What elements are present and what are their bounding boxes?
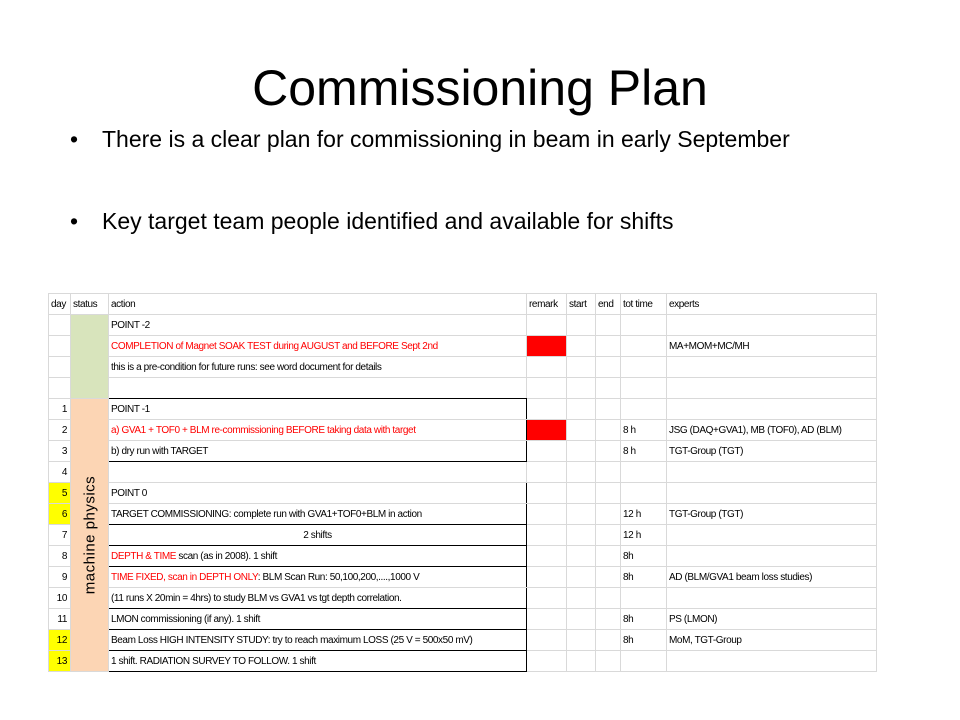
end-cell: [596, 483, 621, 504]
start-cell: [567, 651, 596, 672]
tot-time-cell: [621, 336, 667, 357]
status-cell-green: [71, 315, 109, 399]
status-cell-machine-physics: [71, 399, 109, 672]
experts-cell: [667, 357, 877, 378]
status-label: machine physics: [81, 475, 98, 595]
remark-cell: [527, 357, 567, 378]
experts-cell: [667, 378, 877, 399]
action-rest-part: scan (as in 2008). 1 shift: [176, 550, 277, 562]
bullet-1-text: There is a clear plan for commissioning in beam in early September: [102, 126, 790, 152]
table-row: [49, 630, 877, 651]
bullet-dot: •: [70, 126, 79, 152]
table-row: [49, 504, 877, 525]
end-cell: [596, 399, 621, 420]
end-cell: [596, 357, 621, 378]
header-remark: remark: [527, 294, 567, 315]
experts-cell: [667, 483, 877, 504]
action-rest-part: : BLM Scan Run: 50,100,200,....,1000 V: [257, 571, 420, 583]
experts-cell: MoM, TGT-Group: [667, 630, 877, 651]
day-cell: 2: [49, 420, 71, 441]
experts-cell: TGT-Group (TGT): [667, 441, 877, 462]
day-cell: 1: [49, 399, 71, 420]
header-start: start: [567, 294, 596, 315]
header-day: day: [49, 294, 71, 315]
start-cell: [567, 630, 596, 651]
action-cell: [109, 378, 527, 399]
header-end: end: [596, 294, 621, 315]
experts-cell: AD (BLM/GVA1 beam loss studies): [667, 567, 877, 588]
action-cell: 2 shifts: [109, 525, 527, 546]
table-row: [49, 336, 877, 357]
action-cell: b) dry run with TARGET: [109, 441, 527, 462]
day-cell: 9: [49, 567, 71, 588]
remark-cell: [527, 630, 567, 651]
remark-cell: [527, 441, 567, 462]
day-cell: 13: [49, 651, 71, 672]
end-cell: [596, 462, 621, 483]
tot-time-cell: [621, 651, 667, 672]
table-row: [49, 441, 877, 462]
remark-cell: [527, 588, 567, 609]
table-row: [49, 420, 877, 441]
experts-cell: [667, 546, 877, 567]
start-cell: [567, 378, 596, 399]
action-cell: POINT -1: [109, 399, 527, 420]
end-cell: [596, 609, 621, 630]
remark-cell: [527, 609, 567, 630]
experts-cell: TGT-Group (TGT): [667, 504, 877, 525]
start-cell: [567, 525, 596, 546]
start-cell: [567, 315, 596, 336]
action-cell: Beam Loss HIGH INTENSITY STUDY: try to reach maximum LOSS (25 V = 500x50 mV): [109, 630, 527, 651]
table-row: [49, 525, 877, 546]
tot-time-cell: 8h: [621, 546, 667, 567]
experts-cell: [667, 462, 877, 483]
tot-time-cell: 12 h: [621, 525, 667, 546]
day-cell: 7: [49, 525, 71, 546]
day-cell: 11: [49, 609, 71, 630]
day-cell: 12: [49, 630, 71, 651]
experts-cell: [667, 525, 877, 546]
end-cell: [596, 420, 621, 441]
day-cell: [49, 378, 71, 399]
experts-cell: PS (LMON): [667, 609, 877, 630]
day-cell: [49, 336, 71, 357]
start-cell: [567, 483, 596, 504]
end-cell: [596, 651, 621, 672]
table-row: [49, 546, 877, 567]
action-red-part: DEPTH & TIME: [111, 550, 177, 562]
action-cell: [109, 567, 527, 588]
end-cell: [596, 588, 621, 609]
day-cell: 3: [49, 441, 71, 462]
start-cell: [567, 546, 596, 567]
end-cell: [596, 315, 621, 336]
experts-cell: JSG (DAQ+GVA1), MB (TOF0), AD (BLM): [667, 420, 877, 441]
tot-time-cell: 8 h: [621, 441, 667, 462]
end-cell: [596, 504, 621, 525]
table-row: [49, 315, 877, 336]
start-cell: [567, 357, 596, 378]
day-cell: 8: [49, 546, 71, 567]
remark-cell: [527, 315, 567, 336]
remark-cell: [527, 525, 567, 546]
header-experts: experts: [667, 294, 877, 315]
experts-cell: [667, 588, 877, 609]
tot-time-cell: 8 h: [621, 420, 667, 441]
action-cell: [109, 546, 527, 567]
remark-cell: [527, 651, 567, 672]
action-cell: 1 shift. RADIATION SURVEY TO FOLLOW. 1 shift: [109, 651, 527, 672]
tot-time-cell: [621, 588, 667, 609]
table-row: [49, 567, 877, 588]
tot-time-cell: 8h: [621, 630, 667, 651]
day-cell: 6: [49, 504, 71, 525]
start-cell: [567, 609, 596, 630]
remark-cell: [527, 504, 567, 525]
remark-cell: [527, 378, 567, 399]
experts-cell: MA+MOM+MC/MH: [667, 336, 877, 357]
action-cell: [109, 462, 527, 483]
remark-cell: [527, 483, 567, 504]
experts-cell: [667, 399, 877, 420]
table-row: [49, 399, 877, 420]
action-cell: COMPLETION of Magnet SOAK TEST during AUGUST and BEFORE Sept 2nd: [109, 336, 527, 357]
end-cell: [596, 378, 621, 399]
action-cell: TARGET COMMISSIONING: complete run with GVA1+TOF0+BLM in action: [109, 504, 527, 525]
action-cell: POINT -2: [109, 315, 527, 336]
bullet-2-text: Key target team people identified and available for shifts: [102, 208, 674, 234]
tot-time-cell: 8h: [621, 567, 667, 588]
day-cell: 4: [49, 462, 71, 483]
table-header-row: [49, 294, 877, 315]
remark-cell: [527, 399, 567, 420]
header-action: action: [109, 294, 527, 315]
start-cell: [567, 420, 596, 441]
day-cell: 10: [49, 588, 71, 609]
end-cell: [596, 630, 621, 651]
remark-cell: [527, 567, 567, 588]
header-status: status: [71, 294, 109, 315]
remark-cell-red: [527, 336, 567, 357]
table-row: [49, 378, 877, 399]
table-row: [49, 462, 877, 483]
end-cell: [596, 336, 621, 357]
tot-time-cell: 8h: [621, 609, 667, 630]
action-cell: LMON commissioning (if any). 1 shift: [109, 609, 527, 630]
tot-time-cell: [621, 357, 667, 378]
end-cell: [596, 441, 621, 462]
day-cell: [49, 357, 71, 378]
start-cell: [567, 441, 596, 462]
tot-time-cell: 12 h: [621, 504, 667, 525]
end-cell: [596, 567, 621, 588]
commissioning-table: [48, 293, 877, 672]
action-cell: this is a pre-condition for future runs: see word document for details: [109, 357, 527, 378]
experts-cell: [667, 315, 877, 336]
remark-cell: [527, 546, 567, 567]
start-cell: [567, 399, 596, 420]
table-row: [49, 357, 877, 378]
day-cell: [49, 315, 71, 336]
end-cell: [596, 546, 621, 567]
tot-time-cell: [621, 315, 667, 336]
action-cell: a) GVA1 + TOF0 + BLM re-commissioning BEFORE taking data with target: [109, 420, 527, 441]
start-cell: [567, 462, 596, 483]
table-row: [49, 483, 877, 504]
bullet-dot: •: [70, 208, 79, 234]
action-red-part: TIME FIXED, scan in DEPTH ONLY: [111, 571, 258, 583]
start-cell: [567, 588, 596, 609]
slide-title: Commissioning Plan: [252, 60, 708, 116]
tot-time-cell: [621, 378, 667, 399]
end-cell: [596, 525, 621, 546]
remark-cell: [527, 462, 567, 483]
day-cell: 5: [49, 483, 71, 504]
start-cell: [567, 567, 596, 588]
experts-cell: [667, 651, 877, 672]
table-row: [49, 609, 877, 630]
action-cell: (11 runs X 20min = 4hrs) to study BLM vs GVA1 vs tgt depth correlation.: [109, 588, 527, 609]
header-tot-time: tot time: [621, 294, 667, 315]
start-cell: [567, 336, 596, 357]
action-cell: POINT 0: [109, 483, 527, 504]
remark-cell-red: [527, 420, 567, 441]
tot-time-cell: [621, 462, 667, 483]
start-cell: [567, 504, 596, 525]
table-row: [49, 588, 877, 609]
tot-time-cell: [621, 399, 667, 420]
table-row: [49, 651, 877, 672]
tot-time-cell: [621, 483, 667, 504]
